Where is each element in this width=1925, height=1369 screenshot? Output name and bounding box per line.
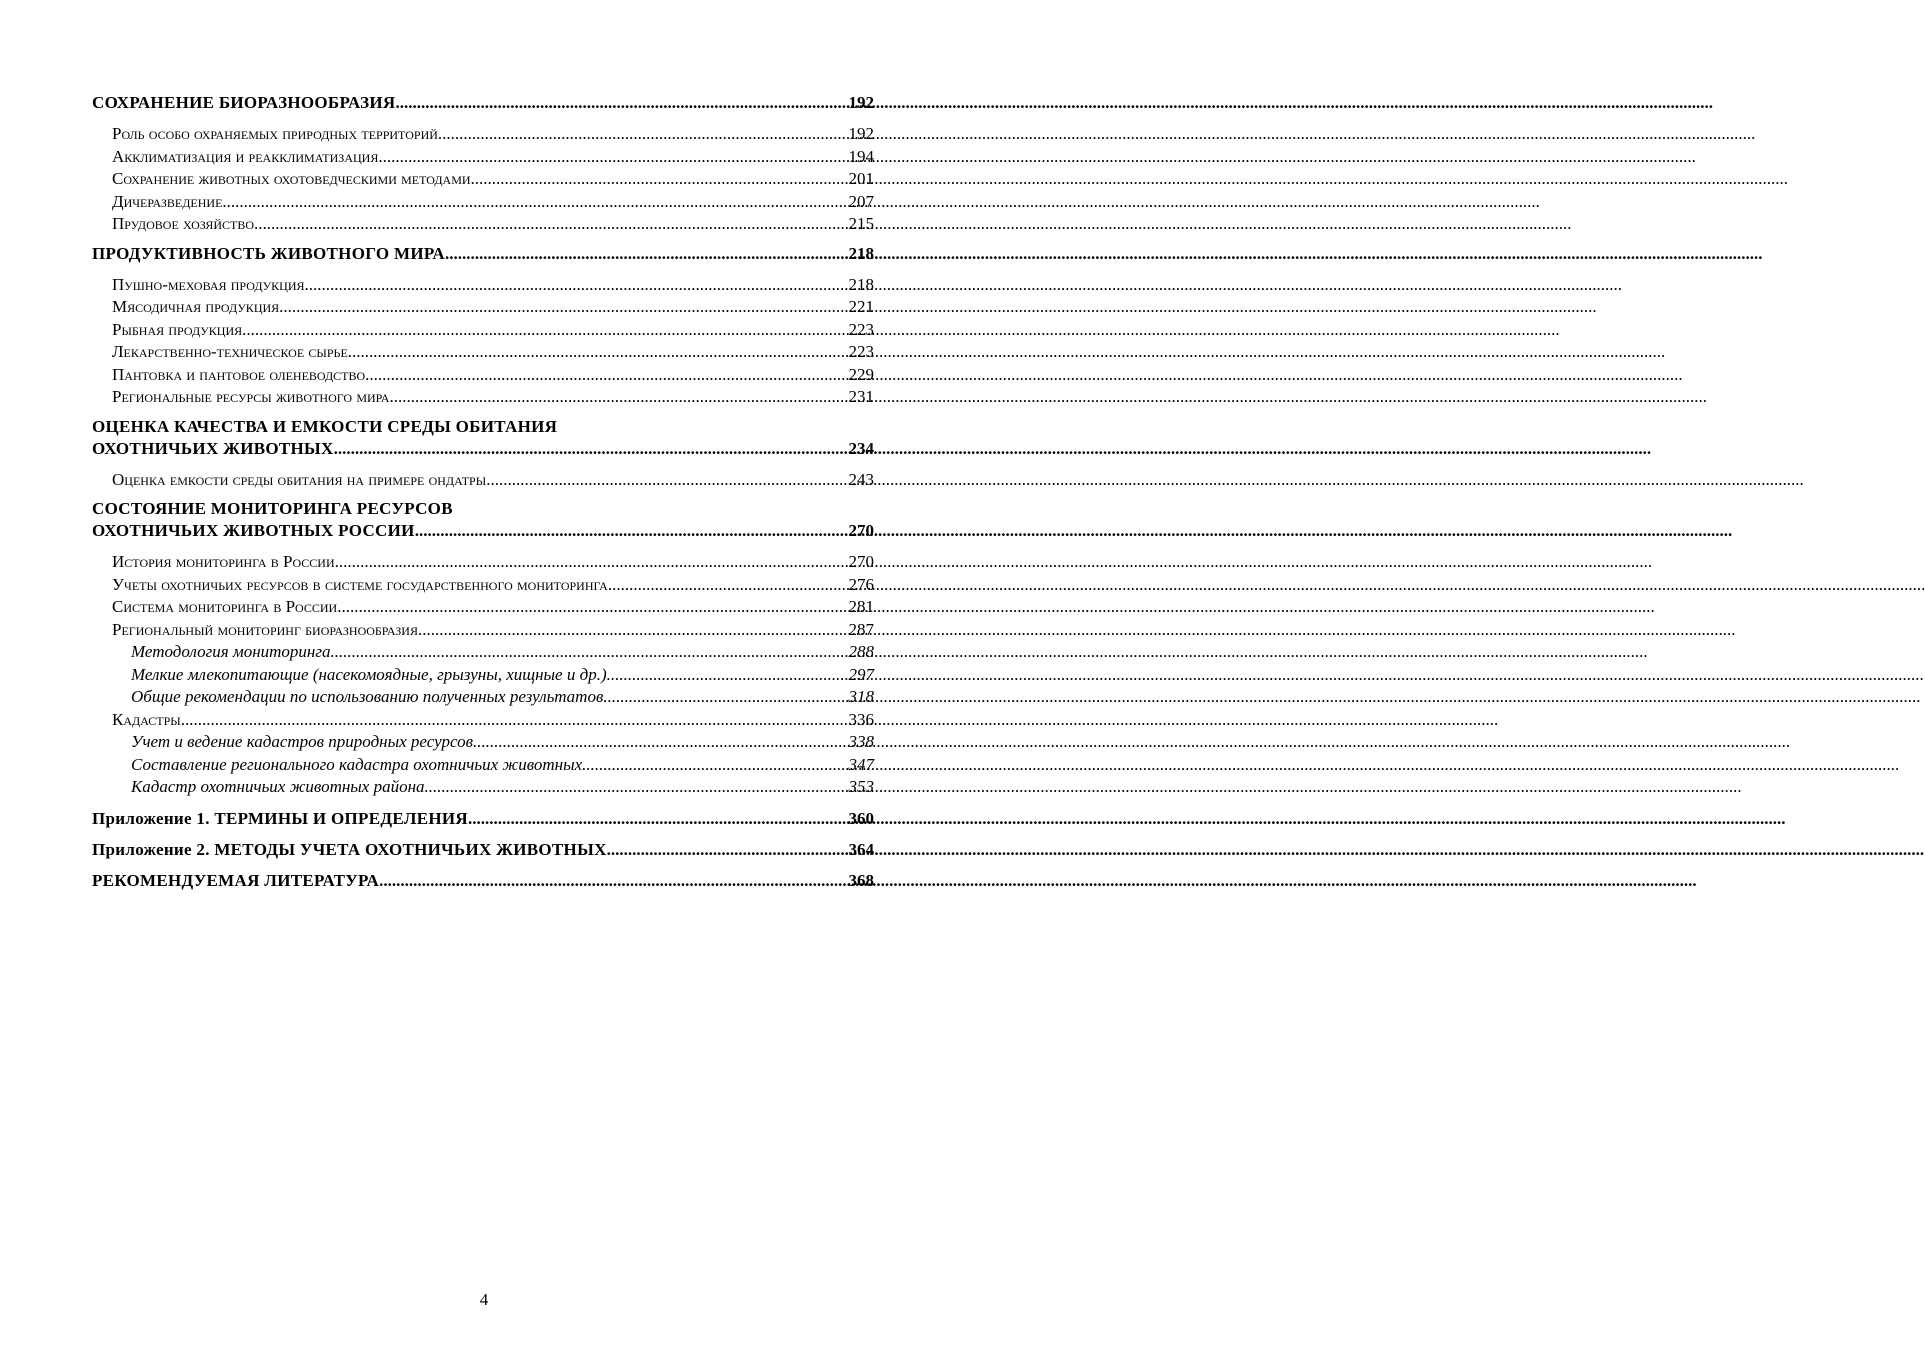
toc-chapter-title-line1: СОСТОЯНИЕ МОНИТОРИНГА РЕСУРСОВ bbox=[92, 499, 453, 518]
toc-chapter-title-line1: ОЦЕНКА КАЧЕСТВА И ЕМКОСТИ СРЕДЫ ОБИТАНИЯ bbox=[92, 416, 558, 436]
toc-page-number: 218 bbox=[848, 243, 874, 263]
toc-entry-title: Мясодичная продукция bbox=[112, 297, 280, 316]
toc-page-number: 207 bbox=[848, 191, 874, 211]
toc-subentry[interactable] bbox=[92, 731, 874, 754]
toc-subentry[interactable] bbox=[92, 754, 874, 777]
toc-entry-title: Региональный мониторинг биоразнообразия bbox=[112, 619, 418, 639]
toc-entry[interactable] bbox=[92, 146, 874, 169]
toc-chapter-title-line2: ОХОТНИЧЬИХ ЖИВОТНЫХ bbox=[92, 438, 334, 458]
toc-entry-title: Учеты охотничьих ресурсов в системе государственного мониторинга bbox=[112, 574, 608, 594]
toc-page-number: 353 bbox=[848, 777, 874, 796]
toc-leader bbox=[279, 296, 848, 319]
toc-entry-title: Кадастры bbox=[112, 709, 181, 729]
toc-leader bbox=[254, 213, 849, 236]
toc-leader bbox=[607, 839, 849, 861]
toc-page-number: 192 bbox=[848, 93, 874, 112]
toc-entry[interactable] bbox=[92, 213, 874, 236]
toc-page-number: 223 bbox=[848, 319, 874, 339]
toc-page-number: 194 bbox=[848, 146, 874, 166]
toc-leader bbox=[468, 808, 849, 830]
toc-leader bbox=[378, 146, 848, 169]
toc-subentry-title: Общие рекомендации по использованию полученных результатов bbox=[131, 687, 604, 706]
toc-leader bbox=[334, 438, 849, 460]
toc-chapter-title: СОХРАНЕНИЕ БИОРАЗНООБРАЗИЯ bbox=[92, 93, 396, 112]
toc-leader bbox=[608, 574, 849, 597]
toc-page-number: 338 bbox=[848, 732, 874, 751]
toc-entry-title: Лекарственно-техническое сырье bbox=[112, 342, 348, 361]
toc-appendix-title: Приложение 2. МЕТОДЫ УЧЕТА ОХОТНИЧЬИХ ЖИВОТНЫХ bbox=[92, 839, 607, 859]
toc-page-number: 201 bbox=[848, 169, 874, 188]
toc-subentry-title: Учет и ведение кадастров природных ресурсов bbox=[131, 732, 474, 751]
toc-leader bbox=[331, 641, 849, 664]
toc-entry-title: Система мониторинга в России bbox=[112, 597, 338, 616]
toc-page-number: 231 bbox=[848, 387, 874, 406]
toc-page-number: 223 bbox=[848, 342, 874, 361]
toc-leader bbox=[418, 619, 849, 642]
toc-entry-title: Региональные ресурсы животного мира bbox=[112, 387, 390, 406]
toc-leader bbox=[181, 709, 849, 732]
toc-page-number: 360 bbox=[848, 808, 874, 828]
toc-page-number: 276 bbox=[848, 574, 874, 594]
toc-leader bbox=[305, 274, 849, 297]
toc-entry[interactable] bbox=[92, 168, 874, 191]
toc-subentry-title: Методология мониторинга bbox=[131, 642, 331, 661]
toc-page-number: 336 bbox=[848, 709, 874, 729]
toc-entry[interactable] bbox=[92, 386, 874, 409]
toc-leader bbox=[582, 754, 848, 777]
toc-entry[interactable] bbox=[92, 619, 874, 642]
toc-leader bbox=[607, 664, 849, 687]
toc-entry-title: Акклиматизация и реакклиматизация bbox=[112, 146, 379, 166]
toc-page-number: 297 bbox=[848, 664, 874, 684]
toc-entry-title: История мониторинга в России bbox=[112, 552, 335, 571]
toc-leader bbox=[389, 386, 848, 409]
toc-entry[interactable] bbox=[92, 709, 874, 732]
toc-page-number: 288 bbox=[848, 642, 874, 661]
toc-chapter[interactable] bbox=[92, 416, 874, 460]
toc-chapter-title: ПРОДУКТИВНОСТЬ ЖИВОТНОГО МИРА bbox=[92, 243, 445, 263]
toc-page-number: 287 bbox=[848, 619, 874, 639]
toc-entry[interactable] bbox=[92, 551, 874, 574]
toc-entry[interactable] bbox=[92, 274, 874, 297]
toc-chapter[interactable] bbox=[92, 92, 874, 114]
toc-appendix[interactable] bbox=[92, 808, 874, 830]
toc-subentry[interactable] bbox=[92, 776, 874, 799]
toc-leader bbox=[603, 686, 848, 709]
toc-entry-title: Рыбная продукция bbox=[112, 319, 243, 339]
toc-entry-title: Сохранение животных охотоведческими методами bbox=[112, 169, 471, 188]
toc-entry[interactable] bbox=[92, 319, 874, 342]
toc-chapter[interactable] bbox=[92, 243, 874, 265]
toc-page-number: 270 bbox=[848, 521, 874, 540]
toc-page-number: 192 bbox=[848, 124, 874, 143]
toc-subentry-title: Кадастр охотничьих животных района bbox=[131, 777, 425, 796]
toc-leader bbox=[222, 191, 848, 214]
toc-page-number: 229 bbox=[848, 364, 874, 384]
toc-subentry[interactable] bbox=[92, 641, 874, 664]
toc-entry-title: Прудовое хозяйство bbox=[112, 214, 254, 233]
toc-chapter-title-line2: ОХОТНИЧЬИХ ЖИВОТНЫХ РОССИИ bbox=[92, 521, 415, 540]
toc-leader bbox=[365, 364, 848, 387]
toc-entry-title: Пантовка и пантовое оленеводство bbox=[112, 364, 366, 384]
toc-leader bbox=[348, 341, 849, 364]
toc-subentry-title: Составление регионального кадастра охотничьих животных bbox=[131, 754, 583, 774]
toc-page-number: 281 bbox=[848, 597, 874, 616]
toc-page-number: 234 bbox=[848, 438, 874, 458]
toc-entry-title: Оценка емкости среды обитания на примере ондатры bbox=[112, 469, 487, 489]
toc-entry-title: Дичеразведение bbox=[112, 191, 223, 211]
toc-leader bbox=[337, 596, 848, 619]
toc-leader bbox=[473, 731, 848, 754]
table-of-contents bbox=[92, 90, 874, 892]
toc-subentry[interactable] bbox=[92, 686, 874, 709]
toc-entry[interactable] bbox=[92, 123, 874, 146]
page-number: 4 bbox=[479, 1290, 489, 1309]
toc-leader bbox=[242, 319, 848, 342]
toc-entry[interactable] bbox=[92, 596, 874, 619]
toc-page-number: 318 bbox=[848, 687, 874, 706]
toc-leader bbox=[438, 123, 849, 146]
toc-page-number: 270 bbox=[848, 552, 874, 571]
toc-chapter[interactable] bbox=[92, 498, 874, 542]
toc-appendix-title: РЕКОМЕНДУЕМАЯ ЛИТЕРАТУРА bbox=[92, 870, 380, 890]
toc-leader bbox=[471, 168, 849, 191]
toc-leader bbox=[415, 520, 849, 542]
toc-entry-title: Пушно-меховая продукция bbox=[112, 274, 305, 294]
toc-entry[interactable] bbox=[92, 364, 874, 387]
toc-entry[interactable] bbox=[92, 469, 874, 492]
toc-appendix[interactable] bbox=[92, 870, 874, 892]
toc-entry[interactable] bbox=[92, 191, 874, 214]
toc-page-number: 243 bbox=[848, 469, 874, 489]
toc-page-number: 221 bbox=[848, 297, 874, 316]
toc-appendix-title: Приложение 1. ТЕРМИНЫ И ОПРЕДЕЛЕНИЯ bbox=[92, 808, 468, 828]
toc-entry[interactable] bbox=[92, 296, 874, 319]
toc-subentry[interactable] bbox=[92, 664, 874, 687]
toc-entry-title: Роль особо охраняемых природных территорий bbox=[112, 124, 438, 143]
toc-appendix[interactable] bbox=[92, 839, 874, 861]
toc-entry[interactable] bbox=[92, 574, 874, 597]
toc-page-number: 215 bbox=[848, 214, 874, 233]
toc-leader bbox=[379, 870, 848, 892]
toc-page-number: 368 bbox=[848, 870, 874, 890]
toc-leader bbox=[425, 776, 849, 799]
toc-subentry-title: Мелкие млекопитающие (насекомоядные, грызуны, хищные и др.) bbox=[131, 664, 607, 684]
toc-page-number: 347 bbox=[848, 754, 874, 774]
toc-leader bbox=[396, 92, 849, 114]
toc-leader bbox=[335, 551, 849, 574]
toc-leader bbox=[486, 469, 848, 492]
toc-page-number: 218 bbox=[848, 274, 874, 294]
toc-leader bbox=[445, 243, 849, 265]
toc-entry[interactable] bbox=[92, 341, 874, 364]
toc-page-number: 364 bbox=[848, 839, 874, 859]
